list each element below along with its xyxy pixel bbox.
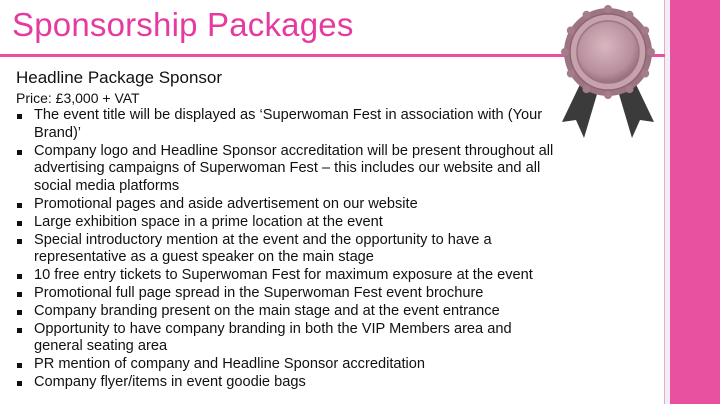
bullet-square-icon [17, 363, 22, 368]
list-item [16, 267, 564, 285]
list-item-text: 10 free entry tickets to Superwoman Fest for maximum exposure at the event [34, 267, 533, 284]
package-content [16, 68, 564, 392]
bullet-square-icon [17, 114, 22, 119]
bullet-square-icon [17, 239, 22, 244]
award-medal-icon [558, 2, 658, 150]
bullet-square-icon [17, 221, 22, 226]
list-item-text: Company flyer/items in event goodie bags [34, 373, 306, 390]
benefit-list [16, 107, 564, 392]
package-price: Price: £3,000 + VAT [16, 90, 140, 106]
list-item-text: Promotional full page spread in the Superwoman Fest event brochure [34, 284, 484, 301]
bullet-square-icon [17, 292, 22, 297]
bullet-square-icon [17, 274, 22, 279]
list-item [16, 321, 564, 357]
list-item [16, 143, 564, 196]
list-item [16, 196, 564, 214]
bullet-square-icon [17, 381, 22, 386]
bullet-square-icon [17, 310, 22, 315]
list-item [16, 285, 564, 303]
slide-title: Sponsorship Packages [12, 6, 354, 43]
bullet-square-icon [17, 328, 22, 333]
list-item [16, 232, 564, 268]
package-name: Headline Package Sponsor [16, 68, 223, 87]
list-item [16, 107, 564, 143]
bullet-square-icon [17, 150, 22, 155]
list-item [16, 356, 564, 374]
list-item-text: Special introductory mention at the event and the opportunity to have a representative as a guest speaker on the main stage [34, 231, 492, 266]
list-item-text: Promotional pages and aside advertisement on our website [34, 195, 418, 212]
list-item [16, 303, 564, 321]
list-item-text: Company logo and Headline Sponsor accreditation will be present throughout all advertising campaigns of Superwoman Fest – this includes our website and all social media platforms [34, 142, 554, 195]
list-item-text: PR mention of company and Headline Sponsor accreditation [34, 356, 426, 373]
list-item [16, 374, 564, 392]
list-item-text: Opportunity to have company branding in both the VIP Members area and general seating area [34, 320, 512, 355]
list-item-text: Company branding present on the main stage and at the event entrance [34, 302, 500, 319]
bullet-square-icon [17, 203, 22, 208]
pink-side-bar [670, 0, 720, 404]
list-item-text: Large exhibition space in a prime location at the event [34, 213, 383, 230]
list-item-text: The event title will be displayed as ‘Superwoman Fest in association with (Your Brand)’ [34, 107, 543, 141]
list-item [16, 214, 564, 232]
